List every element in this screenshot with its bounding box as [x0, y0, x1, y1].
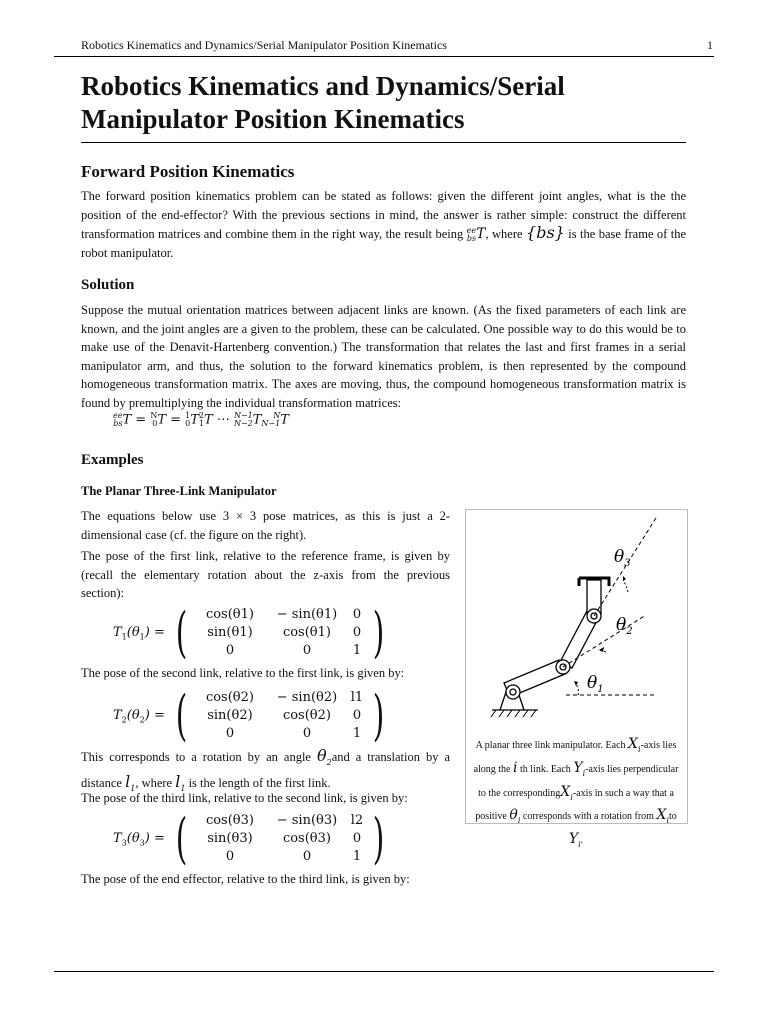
section-heading-solution: Solution — [81, 277, 135, 293]
joint-1 — [506, 685, 520, 699]
examples-p3: The pose of the second link, relative to the first link, is given by: — [81, 666, 405, 680]
forward-text-c: is the base frame of the robot manipulator. — [81, 227, 687, 260]
footer-divider — [54, 971, 714, 972]
page-number: 1 — [707, 38, 713, 52]
matrix-T2: $T_2(\theta_2)$ = ( cos(θ2) − sin(θ2) l1 sin(θ2) cos(θ2) 0 0 0 1 ) — [113, 684, 385, 747]
forward-text-a: The forward position kinematics problem can be stated as follows: given the different joint angles, what is the the position of the end-effector? With the previous sections in mind, the answer is rather simple: construct the different transformation matrices and combine them in the right way, the result being — [81, 189, 686, 241]
three-link-manipulator-diagram — [466, 510, 685, 732]
subheading-planar: The Planar Three-Link Manipulator — [81, 484, 277, 498]
examples-p2: The pose of the first link, relative to the reference frame, is given by (recall the elementary rotation about the z-axis from the previous section): — [81, 549, 450, 600]
theta2-symbol: $\theta_2$ — [316, 746, 332, 768]
forward-text-b: , where — [485, 227, 523, 241]
examples-p4: This corresponds to a rotation by an angle $\theta_2and$ a translation by a distance $l_1$, where $l_1$ is the length of the first link. — [81, 746, 450, 793]
forward-paragraph — [81, 187, 686, 262]
examples-p6: The pose of the end effector, relative to the third link, is given by: — [81, 872, 410, 886]
figure-caption: A planar three link manipulator. Each $X_i$-axis lies along the i th link. Each $Y_i$-axis lies perpendicular to the correspondingX$_i$-axis in such a way that a positive $\theta_i$ corresponds with a rotation from $X_ito$ $Y_i$. — [473, 736, 679, 849]
page-title: Robotics Kinematics and Dynamics/Serial Manipulator Position Kinematics — [81, 71, 565, 134]
eebsT-inline: ee bsT — [466, 225, 486, 243]
l1-symbol-2: $l_1$ — [175, 771, 186, 793]
running-title: Robotics Kinematics and Dynamics/Serial Manipulator Position Kinematics — [81, 38, 447, 52]
header-divider — [54, 56, 714, 57]
examples-p5: The pose of the third link, relative to the second link, is given by: — [81, 791, 408, 805]
label-theta1: $\theta_1$ — [587, 673, 604, 695]
running-header — [81, 38, 713, 53]
compound-transform-equation: ee bsT = N 0T = 1 0T2 1T ⋯ N−1 N−2T N N−1T — [113, 411, 289, 428]
joint-3 — [587, 609, 601, 623]
solution-paragraph: Suppose the mutual orientation matrices between adjacent links are known. (As the fixed parameters of each link are known, and the joint angles are a given to the problem, these can be calculated. One possible way to do this would be to make use of the Denavit-Hartenberg convention.) The transformation that relates the last and first frames in a serial manipulator arm, and thus, the solution to the forward kinematics problem, is then represented by the compound homogeneous transformation matrix. The axes are moving, thus, the compound homogeneous transformation matrix is found by premultiplying the individual transformation matrices: — [81, 303, 686, 410]
section-heading-examples: Examples — [81, 452, 144, 468]
section-heading-forward: Forward Position Kinematics — [81, 162, 295, 181]
label-theta2: $\theta_2$ — [616, 615, 633, 637]
label-theta3: $\theta_3$ — [614, 547, 631, 569]
arc-theta1 — [576, 684, 578, 695]
ground-hatch — [491, 710, 536, 717]
arc-theta3 — [623, 580, 628, 592]
title-divider — [81, 142, 686, 143]
bs-set: {bs} — [526, 223, 565, 242]
matrix-T3: $T_3(\theta_3)$ = ( cos(θ3) − sin(θ3) l2 sin(θ3) cos(θ3) 0 0 0 1 ) — [113, 807, 385, 870]
matrix-T1: $T_1(\theta_1)$ = ( cos(θ1) − sin(θ1) 0 sin(θ1) cos(θ1) 0 0 0 1 ) — [113, 601, 385, 664]
examples-p1: The equations below use 3 × 3 pose matrices, as this is just a 2-dimensional case (cf. the figure on the right). — [81, 509, 450, 542]
l1-symbol: $l_1$ — [125, 771, 136, 793]
